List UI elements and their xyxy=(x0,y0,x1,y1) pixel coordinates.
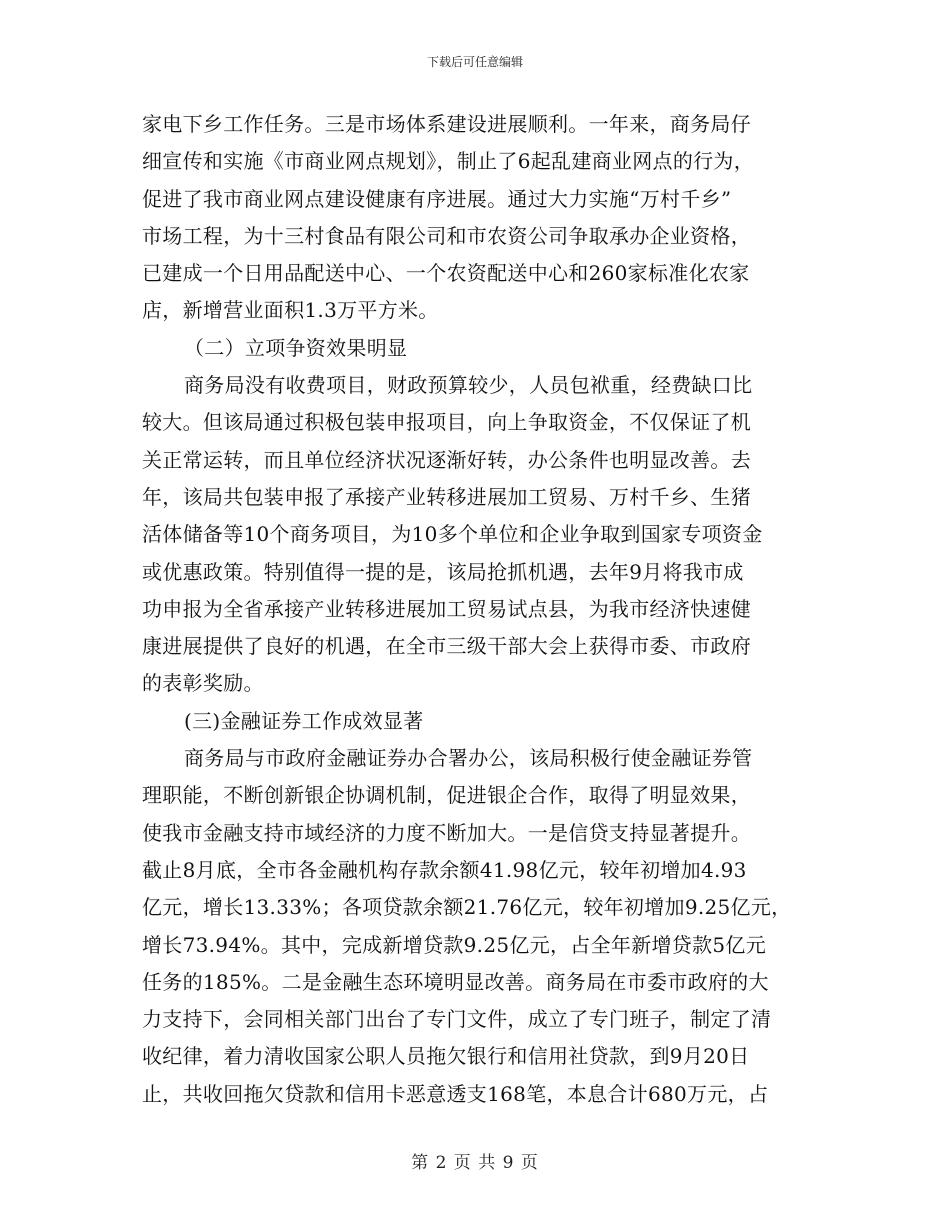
page-number: 第 2 页 共 9 页 xyxy=(411,1153,539,1173)
text-line: 止，共收回拖欠贷款和信用卡恶意透支168笔，本息合计680万元，占 xyxy=(142,1081,769,1106)
section-heading: (三)金融证券工作成效显著 xyxy=(184,708,424,733)
text-line: 任务的185%。二是金融生态环境明显改善。商务局在市委市政府的大 xyxy=(142,969,769,994)
text-line: 增长73.94%。其中，完成新增贷款9.25亿元，占全年新增贷款5亿元 xyxy=(142,932,767,957)
text-line: 截止8月底，全市各金融机构存款余额41.98亿元，较年初增加4.93 xyxy=(142,857,747,882)
text-line: 细宣传和实施《市商业网点规划》，制止了6起乱建商业网点的行为， xyxy=(142,149,755,174)
text-line: 功申报为全省承接产业转移进展加工贸易试点县，为我市经济快速健 xyxy=(142,596,751,621)
text-line: 收纪律，着力清收国家公职人员拖欠银行和信用社贷款，到9月20日 xyxy=(142,1044,750,1069)
text-line: 商务局没有收费项目，财政预算较少，人员包袱重，经费缺口比 xyxy=(184,373,753,398)
text-line: 店，新增营业面积1.3万平方米。 xyxy=(142,298,439,323)
text-line: 家电下乡工作任务。三是市场体系建设进展顺利。一年来，商务局仔 xyxy=(142,112,751,136)
page-header: 下载后可任意编辑 xyxy=(426,55,523,69)
text-line: 已建成一个日用品配送中心、一个农资配送中心和260家标准化农家 xyxy=(142,261,750,286)
text-line: 的表彰奖励。 xyxy=(142,671,264,696)
section-heading: （二）立项争资效果明显 xyxy=(184,335,408,360)
text-line: 理职能，不断创新银企协调机制，促进银企合作，取得了明显效果， xyxy=(142,783,751,808)
text-line: 促进了我市商业网点建设健康有序进展。通过大力实施“万村千乡” xyxy=(142,186,732,211)
text-line: 较大。但该局通过积极包装申报项目，向上争取资金，不仅保证了机 xyxy=(142,410,751,435)
text-line: 年，该局共包装申报了承接产业转移进展加工贸易、万村千乡、生猪 xyxy=(142,484,751,509)
document-body xyxy=(142,106,822,1113)
text-line: 关正常运转，而且单位经济状况逐渐好转，办公条件也明显改善。去 xyxy=(142,447,751,472)
text-line: 亿元，增长13.33%；各项贷款余额21.76亿元，较年初增加9.25亿元， xyxy=(142,895,792,920)
text-line: 商务局与市政府金融证券办合署办公，该局积极行使金融证券管 xyxy=(184,746,753,771)
text-line: 市场工程，为十三村食品有限公司和市农资公司争取承办企业资格， xyxy=(142,223,751,248)
text-line: 力支持下，会同相关部门出台了专门文件，成立了专门班子，制定了清 xyxy=(142,1007,772,1032)
text-line: 康进展提供了良好的机遇，在全市三级干部大会上获得市委、市政府 xyxy=(142,634,751,659)
text-line: 使我市金融支持市域经济的力度不断加大。一是信贷支持显著提升。 xyxy=(142,820,751,845)
text-line: 或优惠政策。特别值得一提的是，该局抢抓机遇，去年9月将我市成 xyxy=(142,559,744,584)
text-line: 活体储备等10个商务项目，为10多个单位和企业争取到国家专项资金 xyxy=(142,522,763,547)
